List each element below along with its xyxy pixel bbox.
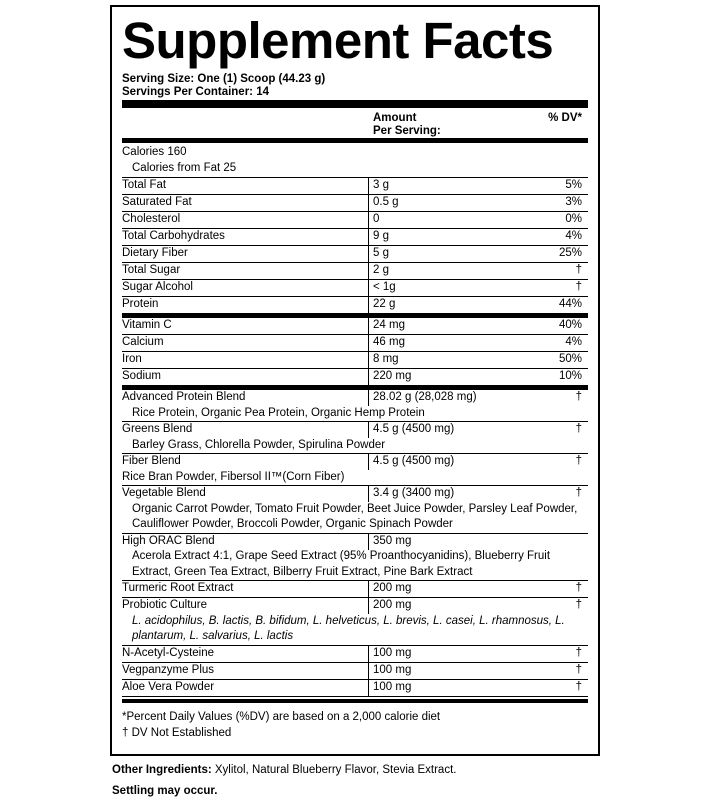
nutrient-name: Saturated Fat (122, 196, 192, 208)
nutrient-name: Iron (122, 353, 142, 365)
column-divider (368, 212, 369, 228)
servings-per-container: Servings Per Container: 14 (122, 86, 269, 98)
divider-medium (122, 139, 588, 143)
amount-header: Amount Per Serving: (373, 112, 441, 137)
column-divider (368, 486, 369, 502)
nutrient-dv: 10% (558, 370, 582, 382)
blend-row (122, 486, 588, 534)
footnote-dagger: † DV Not Established (122, 726, 232, 739)
nutrient-dv: 4% (565, 230, 582, 242)
nutrient-dv: 50% (558, 353, 582, 365)
nutrient-amount: 24 mg (373, 319, 405, 331)
nutrient-dv: 4% (565, 336, 582, 348)
nutrient-name: Total Sugar (122, 264, 181, 276)
column-divider (368, 663, 369, 679)
nutrient-name: Advanced Protein Blend (122, 391, 246, 403)
footnote-dv: *Percent Daily Values (%DV) are based on a 2,000 calorie diet (122, 710, 441, 723)
nutrient-amount: 4.5 g (4500 mg) (373, 455, 455, 467)
column-divider (368, 352, 369, 368)
nutrient-name: Sodium (122, 370, 161, 382)
nutrient-name: N-Acetyl-Cysteine (122, 646, 215, 659)
blend-row (122, 454, 588, 486)
macro-section (122, 178, 588, 314)
nutrient-amount: 200 mg (373, 599, 412, 611)
blend-ingredients: L. acidophilus, B. lactis, B. bifidum, L. helveticus, L. brevis, L. casei, L. rhamnosus, L. plantarum, L. salvarius, L. lactis (132, 614, 565, 642)
column-divider (368, 229, 369, 245)
blend-ingredients: Rice Protein, Organic Pea Protein, Organic Hemp Protein (132, 406, 425, 419)
nutrient-dv: 5% (565, 179, 582, 191)
nutrient-amount: 100 mg (373, 663, 412, 676)
supplement-facts-panel (110, 5, 600, 756)
nutrient-dv: † (575, 646, 582, 659)
nutrient-dv: † (575, 455, 582, 467)
column-divider (368, 422, 369, 438)
panel-title: Supplement Facts (122, 12, 554, 69)
nutrient-amount: 3 g (373, 179, 389, 191)
nutrient-amount: 4.5 g (4500 mg) (373, 423, 455, 435)
macro-row (122, 212, 588, 229)
nutrient-amount: 0 (373, 213, 380, 225)
nutrient-dv: 3% (565, 196, 582, 208)
blend-ingredients: Rice Bran Powder, Fibersol II™(Corn Fiber) (122, 470, 345, 483)
nutrient-name: Turmeric Root Extract (122, 582, 234, 594)
nutrient-dv: 25% (558, 247, 582, 259)
nutrient-name: Vegpanzyme Plus (122, 663, 215, 676)
nutrient-amount: 22 g (373, 298, 396, 310)
nutrient-dv: † (575, 281, 582, 293)
nutrient-name: Total Carbohydrates (122, 230, 225, 242)
nutrient-dv: † (575, 680, 582, 693)
nutrient-amount: 8 mg (373, 353, 399, 365)
nutrient-name: Vitamin C (122, 319, 172, 331)
column-divider (368, 646, 369, 662)
blend-section (122, 390, 588, 697)
nutrient-amount: 220 mg (373, 370, 412, 382)
column-divider (368, 318, 369, 334)
macro-row (122, 195, 588, 212)
nutrient-name: Cholesterol (122, 213, 181, 225)
nutrient-amount: 9 g (373, 230, 389, 242)
serving-size: Serving Size: One (1) Scoop (44.23 g) (122, 73, 326, 85)
column-divider (368, 534, 369, 550)
nutrient-amount: 350 mg (373, 534, 412, 547)
dv-header: % DV* (548, 112, 582, 124)
blend-ingredients: Acerola Extract 4:1, Grape Seed Extract (95% Proanthocyanidins), Blueberry Fruit Extract, Green Tea Extract, Bilberry Fruit Extract, Pine Bark Extract (132, 550, 551, 578)
nutrient-dv: † (575, 264, 582, 276)
column-header (122, 108, 588, 139)
nutrient-name: Aloe Vera Powder (122, 680, 215, 693)
nutrient-dv: † (575, 391, 582, 403)
column-divider (368, 280, 369, 296)
nutrient-name: Greens Blend (122, 423, 193, 435)
macro-row (122, 229, 588, 246)
macro-row (122, 178, 588, 195)
nutrient-amount: 28.02 g (28,028 mg) (373, 391, 477, 403)
settling-note: Settling may occur. (112, 785, 218, 797)
nutrient-name: Probiotic Culture (122, 599, 208, 611)
nutrient-name: Protein (122, 298, 159, 310)
nutrient-dv: † (575, 487, 582, 499)
divider-thick (122, 100, 588, 108)
nutrient-dv: † (575, 582, 582, 594)
nutrient-name: Calcium (122, 336, 164, 348)
nutrient-dv: † (575, 423, 582, 435)
vitamin-row (122, 352, 588, 369)
blend-row (122, 581, 588, 598)
calories-row: Calories 160 (122, 146, 187, 158)
column-divider (368, 454, 369, 470)
vitamin-row (122, 369, 588, 386)
nutrient-dv: † (575, 663, 582, 676)
nutrient-amount: 5 g (373, 247, 389, 259)
nutrient-name: Total Fat (122, 179, 167, 191)
macro-row (122, 263, 588, 280)
nutrient-amount: 46 mg (373, 336, 405, 348)
other-ingredients (112, 764, 456, 776)
nutrient-amount: 2 g (373, 264, 389, 276)
nutrient-amount: 3.4 g (3400 mg) (373, 487, 455, 499)
nutrient-amount: 100 mg (373, 680, 412, 693)
nutrient-dv: 44% (558, 298, 582, 310)
divider-medium (122, 699, 588, 703)
calories-fat-row: Calories from Fat 25 (122, 161, 588, 178)
blend-row (122, 390, 588, 422)
macro-row (122, 280, 588, 297)
blend-ingredients: Organic Carrot Powder, Tomato Fruit Powder, Beet Juice Powder, Parsley Leaf Powder, Cauliflower Powder, Broccoli Powder, Organic Spinach Powder (132, 502, 578, 530)
blend-row (122, 680, 588, 697)
vitamin-row (122, 318, 588, 335)
nutrient-amount: < 1g (373, 281, 396, 293)
nutrient-amount: 0.5 g (373, 196, 399, 208)
macro-row (122, 246, 588, 263)
other-ingredients-text: Xylitol, Natural Blueberry Flavor, Stevia Extract. (211, 764, 457, 776)
column-divider (368, 263, 369, 279)
column-divider (368, 390, 369, 406)
nutrient-dv: 0% (565, 213, 582, 225)
column-divider (368, 195, 369, 211)
vitamin-row (122, 335, 588, 352)
nutrient-amount: 100 mg (373, 646, 412, 659)
blend-row (122, 663, 588, 680)
nutrient-dv: † (575, 599, 582, 611)
column-divider (368, 178, 369, 194)
nutrient-name: Fiber Blend (122, 455, 181, 467)
nutrient-dv: 40% (558, 319, 582, 331)
column-divider (368, 335, 369, 351)
footnotes (122, 709, 588, 741)
column-divider (368, 680, 369, 696)
nutrient-name: Sugar Alcohol (122, 281, 193, 293)
column-divider (368, 297, 369, 313)
column-divider (368, 246, 369, 262)
macro-row (122, 297, 588, 314)
column-divider (368, 598, 369, 614)
nutrient-name: High ORAC Blend (122, 534, 215, 547)
column-divider (368, 581, 369, 597)
other-ingredients-label: Other Ingredients: (112, 764, 212, 776)
blend-row (122, 598, 588, 646)
nutrient-name: Dietary Fiber (122, 247, 188, 259)
vitamin-section (122, 318, 588, 386)
nutrient-name: Vegetable Blend (122, 487, 206, 499)
nutrient-amount: 200 mg (373, 582, 412, 594)
blend-row (122, 534, 588, 582)
blend-row (122, 646, 588, 663)
blend-ingredients: Barley Grass, Chlorella Powder, Spirulina Powder (132, 438, 386, 451)
blend-row (122, 422, 588, 454)
column-divider (368, 369, 369, 385)
